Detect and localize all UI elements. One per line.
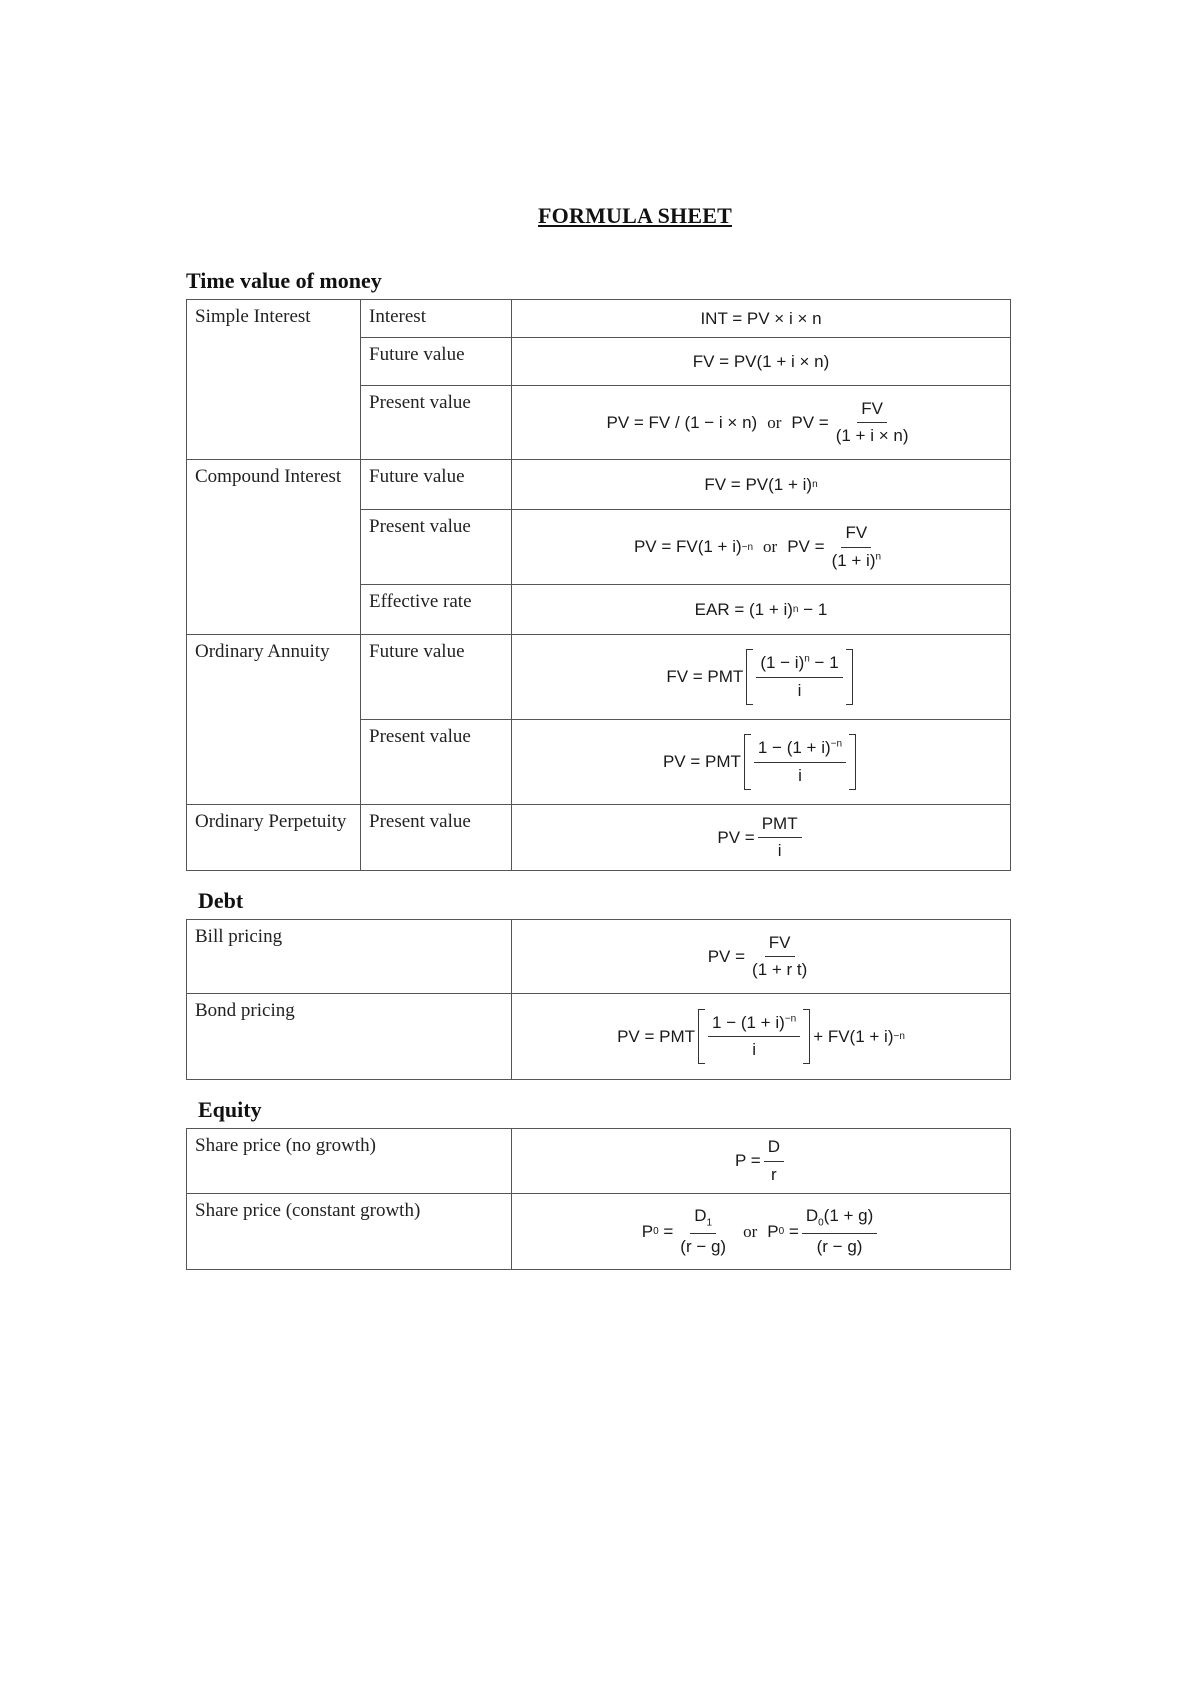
compound-future-value-formula: FV = PV(1 + i) n [512, 460, 1011, 510]
bill-pricing-formula: PV = $\frac{FV}{\text{(1 + r t)}}$ [512, 920, 1011, 994]
section-title-equity: Equity [198, 1097, 262, 1122]
debt-table [186, 919, 1011, 1080]
simple-future-value-label: Future value [361, 338, 512, 386]
share-price-no-growth-formula: P = $\frac{D}{r}$ [512, 1129, 1011, 1194]
perpetuity-present-value-formula: PV = $\frac{\text{PMT}}{i}$ [512, 805, 1011, 871]
simple-interest-formula: INT = PV × i × n [512, 300, 1011, 338]
bond-pricing-formula: PV = PMT $\frac{1 - (1 + i)^{-n}}{i}$ + FV(1 + i) −n [512, 994, 1011, 1080]
compound-interest-label: Compound Interest [187, 460, 361, 635]
ordinary-perpetuity-label: Ordinary Perpetuity [187, 805, 361, 871]
simple-future-value-formula: FV = PV(1 + i × n) [512, 338, 1011, 386]
annuity-present-value-label: Present value [361, 720, 512, 805]
effective-rate-formula: EAR = (1 + i) n − 1 [512, 585, 1011, 635]
share-price-constant-growth-formula: P 0 = $\frac{D_1}{(r - g)}$ or P 0 = $\frac{D_0(1 + g)}{(r - g)}$ [512, 1194, 1011, 1270]
compound-present-value-label: Present value [361, 510, 512, 585]
simple-present-value-formula: PV = FV / (1 − i × n) or PV = $\frac{FV}{(1 + i \times n)}$ [512, 386, 1011, 460]
simple-present-value-label: Present value [361, 386, 512, 460]
share-price-constant-growth-label: Share price (constant growth) [187, 1194, 512, 1270]
bill-pricing-label: Bill pricing [187, 920, 512, 994]
share-price-no-growth-label: Share price (no growth) [187, 1129, 512, 1194]
section-title-tvm: Time value of money [186, 268, 382, 293]
annuity-future-value-formula: FV = PMT $\frac{(1 - i)^n - 1}{i}$ [512, 635, 1011, 720]
compound-present-value-formula: PV = FV(1 + i) −n or PV = $\frac{FV}{(1 + i)^n}$ [512, 510, 1011, 585]
interest-label: Interest [361, 300, 512, 338]
tvm-table [186, 299, 1011, 871]
annuity-present-value-formula: PV = PMT $\frac{1 - (1 + i)^{-n}}{i}$ [512, 720, 1011, 805]
effective-rate-label: Effective rate [361, 585, 512, 635]
annuity-future-value-label: Future value [361, 635, 512, 720]
bond-pricing-label: Bond pricing [187, 994, 512, 1080]
ordinary-annuity-label: Ordinary Annuity [187, 635, 361, 805]
compound-future-value-label: Future value [361, 460, 512, 510]
equity-table [186, 1128, 1011, 1270]
page-title: FORMULA SHEET [538, 203, 732, 228]
simple-interest-label: Simple Interest [187, 300, 361, 460]
section-title-debt: Debt [198, 888, 244, 913]
perpetuity-present-value-label: Present value [361, 805, 512, 871]
